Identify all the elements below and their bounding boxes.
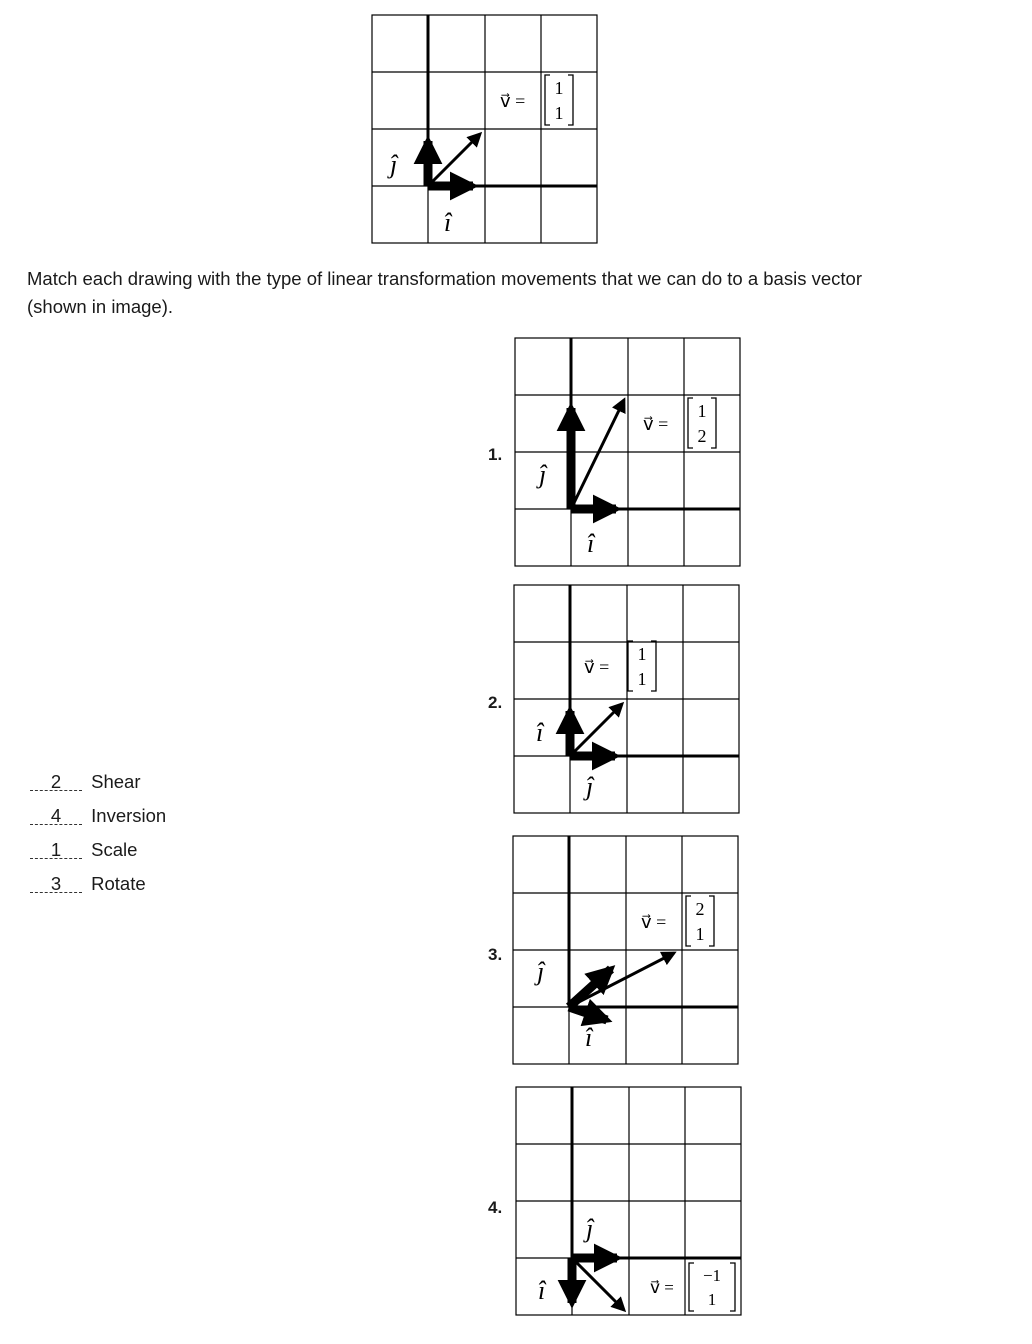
v-arrow <box>572 1258 624 1310</box>
v-label: v⃗ = <box>641 912 667 932</box>
svg-text:−1: −1 <box>702 1266 722 1285</box>
i-hat-label: î <box>538 1276 546 1305</box>
svg-text:1: 1 <box>637 669 647 689</box>
svg-text:2: 2 <box>697 426 707 446</box>
v-arrow <box>569 953 674 1007</box>
v-matrix <box>689 1263 735 1311</box>
v-matrix <box>545 75 573 125</box>
grid-lines <box>372 15 597 243</box>
answer-label: Shear <box>91 771 141 792</box>
grid-lines <box>513 836 738 1064</box>
instructions-text: Match each drawing with the type of linear transformation movements that we can do to a basis vector (shown in image). <box>27 268 862 317</box>
v-label: v⃗ = <box>500 91 526 111</box>
i-hat-label: î <box>444 208 452 237</box>
grid-lines <box>515 338 740 566</box>
j-hat-label: ĵ <box>537 957 545 986</box>
drawing-3-number: 3. <box>488 945 503 964</box>
basis-diagram <box>370 13 600 245</box>
answer-blank[interactable]: 4 <box>30 804 82 825</box>
v-matrix <box>628 641 656 691</box>
i-hat-label: î <box>536 718 544 747</box>
v-label: v⃗ = <box>643 414 669 434</box>
v-label: v⃗ = <box>584 657 610 677</box>
svg-text:2: 2 <box>695 899 705 919</box>
j-hat-label: ĵ <box>539 460 547 489</box>
drawing-4-number: 4. <box>488 1198 503 1217</box>
v-matrix <box>688 398 716 448</box>
svg-text:1: 1 <box>554 103 564 123</box>
answer-item <box>30 836 166 870</box>
svg-text:1: 1 <box>695 924 705 944</box>
answer-list <box>30 768 166 904</box>
grid-lines <box>514 585 739 813</box>
i-hat-label: î <box>585 1023 593 1052</box>
svg-text:1: 1 <box>637 644 647 664</box>
answer-item <box>30 768 166 802</box>
j-hat-label: ĵ <box>390 150 398 179</box>
svg-text:1: 1 <box>707 1290 717 1309</box>
i-hat-label: î <box>587 529 595 558</box>
v-matrix <box>686 896 714 946</box>
answer-blank[interactable]: 2 <box>30 770 82 791</box>
answer-label: Inversion <box>91 805 167 826</box>
answer-blank[interactable]: 1 <box>30 838 82 859</box>
answer-label: Rotate <box>91 873 146 894</box>
v-arrow <box>570 704 622 756</box>
v-label: v⃗ = <box>650 1278 674 1297</box>
v-arrow <box>571 400 624 509</box>
v-arrow <box>428 134 480 186</box>
drawing-1-number: 1. <box>488 445 503 464</box>
drawing-2 <box>512 583 742 815</box>
svg-text:1: 1 <box>554 78 564 98</box>
drawing-1 <box>513 336 743 568</box>
drawing-3 <box>511 834 741 1066</box>
drawing-2-number: 2. <box>488 693 503 712</box>
j-hat-label: ĵ <box>586 1214 594 1243</box>
answer-item <box>30 870 166 904</box>
drawing-4 <box>514 1085 744 1317</box>
answer-item <box>30 802 166 836</box>
j-hat-label: ĵ <box>586 772 594 801</box>
answer-blank[interactable]: 3 <box>30 872 82 893</box>
svg-text:1: 1 <box>697 401 707 421</box>
j-hat-arrow <box>569 1007 607 1020</box>
answer-label: Scale <box>91 839 138 860</box>
